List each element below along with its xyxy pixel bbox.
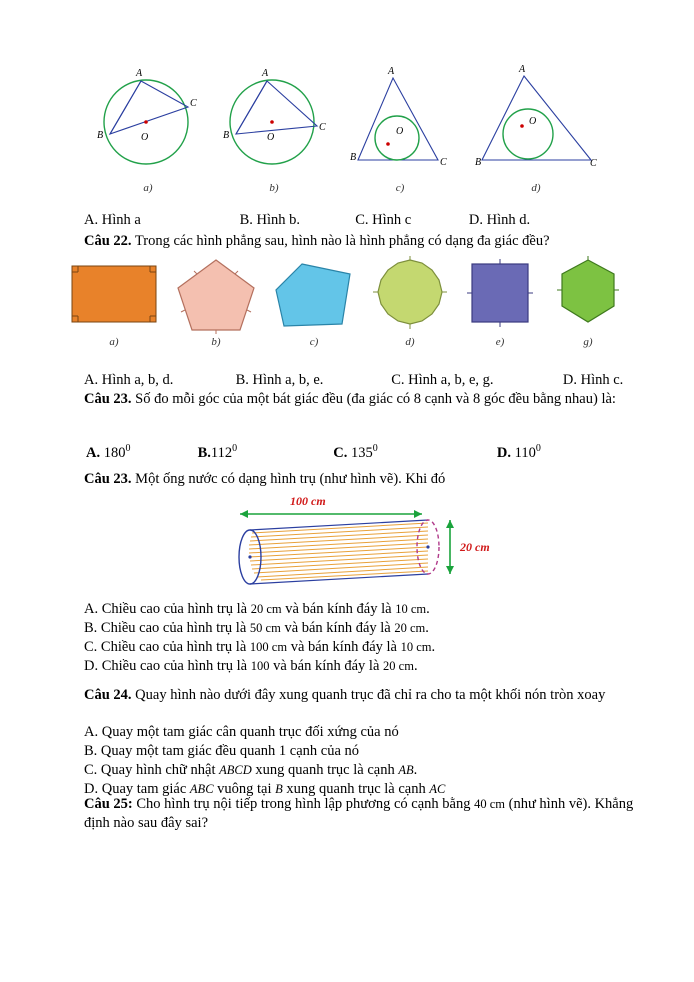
- answer-q23a-b-value: 112: [210, 444, 233, 461]
- answers-q21: [84, 211, 664, 230]
- answer-q22-a[interactable]: [84, 371, 232, 390]
- figure-c-drawing: [340, 60, 460, 180]
- answer-q23a-a-key: A.: [86, 444, 101, 461]
- answer-q23b-b[interactable]: [84, 619, 429, 638]
- question-25-text-1: Cho hình trụ nội tiếp trong hình lập phương có cạnh bằng: [136, 796, 475, 812]
- answer-q24-c-mi1: ABCD: [219, 763, 252, 777]
- answer-q21-a[interactable]: [84, 211, 236, 230]
- answer-q21-b[interactable]: [240, 211, 352, 230]
- answers-q23a: [86, 442, 666, 463]
- answer-q23b-b-text: Chiều cao của hình trụ là: [100, 620, 250, 636]
- question-24-text: Quay hình nào dưới đây xung quanh trục đã chỉ ra cho ta một khối nón tròn xoay: [135, 687, 606, 703]
- answer-q23a-c-value: 135: [350, 444, 373, 461]
- polygon-d: [370, 256, 450, 348]
- question-22-text: Trong các hình phẳng sau, hình nào là hình phẳng có dạng đa giác đều?: [134, 233, 550, 249]
- answer-q21-c[interactable]: [355, 211, 465, 230]
- answer-q23a-a-value: 180: [103, 444, 126, 461]
- answer-q23a-b[interactable]: [198, 442, 330, 463]
- svg-text:O: O: [141, 132, 149, 143]
- polygon-a: [68, 256, 160, 348]
- polygon-e: [464, 256, 536, 348]
- answer-q23b-c-text: Chiều cao của hình trụ là: [100, 639, 250, 655]
- answer-q24-d-mid: vuông tại: [213, 781, 276, 797]
- polygon-d-drawing: [370, 256, 450, 334]
- answer-q23b-c-end: .: [431, 639, 436, 655]
- figure-c: [340, 60, 460, 194]
- question-25-value: 40 cm: [474, 797, 505, 811]
- answer-q23a-b-sup: 0: [232, 443, 238, 454]
- answer-q21-c-text: Hình c: [372, 212, 412, 228]
- answer-q22-a-text: Hình a, b, d.: [101, 372, 174, 388]
- answer-q23b-b-end: .: [425, 620, 429, 636]
- answer-q23a-d[interactable]: [497, 442, 541, 463]
- answer-q23b-c-v1: 100 cm: [249, 640, 288, 654]
- svg-text:B: B: [223, 130, 230, 141]
- question-22-number: Câu 22.: [84, 233, 132, 249]
- answer-q22-d-key: D.: [562, 372, 577, 388]
- polygon-a-caption: a): [109, 336, 119, 348]
- polygon-d-caption: d): [405, 336, 415, 348]
- answer-q23b-d-text: Chiều cao của hình trụ là: [101, 658, 251, 674]
- answer-q24-d-mid2: xung quanh trục là cạnh: [282, 781, 430, 797]
- answer-q24-c-key: C.: [84, 762, 98, 778]
- answer-q21-a-text: Hình a: [101, 212, 141, 228]
- answer-q23b-d[interactable]: [84, 657, 418, 676]
- question-22: [84, 232, 664, 251]
- answer-q22-c-key: C.: [391, 372, 405, 388]
- answer-q23b-a-end: .: [426, 601, 430, 617]
- answer-q22-c-text: Hình a, b, e, g.: [408, 372, 494, 388]
- answer-q24-d-mi2: B: [275, 782, 283, 796]
- polygon-b: [174, 256, 258, 348]
- answer-q23a-d-sup: 0: [535, 443, 541, 454]
- svg-text:A: A: [519, 64, 526, 75]
- answer-q24-a[interactable]: [84, 723, 399, 742]
- question-25-number: Câu 25:: [84, 796, 133, 812]
- answer-q22-b-key: B.: [235, 372, 249, 388]
- question-23b-number: Câu 23.: [84, 471, 132, 487]
- answer-q23b-a-key: A.: [84, 601, 99, 617]
- question-24-number: Câu 24.: [84, 687, 132, 703]
- question-23a: [84, 390, 644, 409]
- svg-text:O: O: [396, 126, 404, 137]
- answer-q23a-a-sup: 0: [125, 443, 131, 454]
- figure-b: [214, 60, 334, 194]
- figure-b-caption: b): [269, 182, 279, 194]
- svg-text:A: A: [388, 66, 395, 77]
- figure-row-polygons: [0, 256, 694, 348]
- polygon-e-caption: e): [495, 336, 505, 348]
- answer-q21-a-key: A.: [84, 212, 99, 228]
- answer-q23a-c[interactable]: [333, 442, 493, 463]
- answer-q22-a-key: A.: [84, 372, 99, 388]
- figure-d-caption: d): [531, 182, 541, 194]
- svg-text:B: B: [350, 152, 357, 163]
- question-23b-text: Một ống nước có dạng hình trụ (như hình vẽ). Khi đó: [135, 471, 446, 487]
- polygon-a-drawing: [68, 256, 160, 334]
- question-25: [84, 795, 654, 834]
- figure-a-drawing: [88, 60, 208, 180]
- answer-q23b-d-mid: và bán kính đáy là: [269, 658, 384, 674]
- answer-q21-b-text: Hình b.: [256, 212, 301, 228]
- answer-q23b-c-v2: 10 cm: [400, 640, 432, 654]
- question-23a-number: Câu 23.: [84, 391, 132, 407]
- cylinder-diameter-label: 20 cm: [460, 540, 490, 554]
- polygon-e-drawing: [464, 256, 536, 334]
- figure-a: [88, 60, 208, 194]
- answer-q21-d[interactable]: [469, 211, 530, 230]
- answer-q21-d-key: D.: [468, 212, 483, 228]
- polygon-g: [550, 256, 626, 348]
- question-25-text-2: (như hình vẽ). Khẳng định nào sau đây sai?: [84, 796, 634, 832]
- svg-text:O: O: [529, 116, 537, 127]
- answer-q24-d-key: D.: [84, 781, 99, 797]
- answer-q22-b-text: Hình a, b, e.: [252, 372, 324, 388]
- answer-q24-d-text: Quay tam giác: [101, 781, 190, 797]
- answer-q24-c-text: Quay hình chữ nhật: [100, 762, 220, 778]
- polygon-c-drawing: [272, 256, 356, 334]
- answer-q23b-b-key: B.: [84, 620, 98, 636]
- svg-text:C: C: [590, 158, 597, 169]
- polygon-b-drawing: [174, 256, 258, 334]
- answer-q21-c-key: C.: [355, 212, 369, 228]
- polygon-b-caption: b): [211, 336, 221, 348]
- svg-text:C: C: [440, 157, 447, 168]
- answer-q23a-c-sup: 0: [372, 443, 378, 454]
- answer-q24-a-key: A.: [84, 724, 99, 740]
- answer-q23b-d-v1: 100: [250, 659, 270, 673]
- answer-q23a-b-key: B.: [197, 444, 211, 461]
- answer-q24-c-mi2: AB: [398, 763, 414, 777]
- svg-text:O: O: [267, 132, 275, 143]
- answer-q23b-d-end: .: [413, 658, 418, 674]
- answer-q21-b-key: B.: [239, 212, 253, 228]
- polygon-c-caption: c): [309, 336, 319, 348]
- svg-text:C: C: [190, 98, 197, 109]
- answer-q24-c-end: .: [413, 762, 418, 778]
- svg-text:B: B: [475, 157, 482, 168]
- figure-c-caption: c): [395, 182, 405, 194]
- answer-q24-d-mi1: ABC: [189, 782, 214, 796]
- answer-q24-c-mid: xung quanh trục là cạnh: [251, 762, 399, 778]
- figure-b-drawing: [214, 60, 334, 180]
- answer-q23b-a-v2: 10 cm: [395, 602, 427, 616]
- answer-q23b-b-v1: 50 cm: [249, 621, 281, 635]
- answer-q24-b-key: B.: [84, 743, 98, 759]
- answer-q24-c[interactable]: [84, 761, 417, 780]
- answer-q23b-b-mid: và bán kính đáy là: [280, 620, 395, 636]
- figure-a-caption: a): [143, 182, 153, 194]
- answer-q23b-d-key: D.: [84, 658, 99, 674]
- answer-q23b-a-text: Chiều cao của hình trụ là: [101, 601, 251, 617]
- svg-text:B: B: [97, 130, 104, 141]
- answer-q24-a-text: Quay một tam giác cân quanh trục đối xứng của nó: [101, 724, 399, 740]
- answer-q24-d-mi3: AC: [429, 782, 446, 796]
- answer-q23b-d-v2: 20 cm: [383, 659, 414, 673]
- svg-text:C: C: [319, 122, 326, 133]
- answer-q22-d[interactable]: [563, 371, 623, 390]
- polygon-g-caption: g): [583, 336, 593, 348]
- question-23a-text: Số đo mỗi góc của một bát giác đều (đa giác có 8 cạnh và 8 góc đều bằng nhau) là:: [135, 391, 616, 407]
- answer-q21-d-text: Hình d.: [486, 212, 531, 228]
- polygon-c: [272, 256, 356, 348]
- cylinder-length-label: 100 cm: [290, 494, 326, 508]
- answer-q23b-a-v1: 20 cm: [250, 602, 282, 616]
- answer-q23b-a-mid: và bán kính đáy là: [281, 601, 396, 617]
- question-23b: [84, 470, 644, 489]
- answer-q24-b-text: Quay một tam giác đều quanh 1 cạnh của nó: [100, 743, 360, 759]
- answer-q23b-a[interactable]: [84, 600, 430, 619]
- svg-text:A: A: [136, 68, 143, 79]
- figure-d-drawing: [466, 60, 606, 180]
- figure-row-circles: [0, 60, 694, 194]
- polygon-g-drawing: [550, 256, 626, 334]
- svg-text:A: A: [262, 68, 269, 79]
- answer-q23b-b-v2: 20 cm: [394, 621, 426, 635]
- answer-q23a-a[interactable]: [86, 442, 194, 463]
- answer-q23b-c-key: C.: [84, 639, 98, 655]
- cylinder-figure: [200, 494, 520, 598]
- answer-q23a-c-key: C.: [333, 444, 348, 461]
- answer-q23a-d-key: D.: [496, 444, 511, 461]
- question-24: [84, 686, 654, 705]
- figure-d: [466, 60, 606, 194]
- answer-q23b-c[interactable]: [84, 638, 435, 657]
- answer-q22-d-text: Hình c.: [580, 372, 624, 388]
- answer-q22-b[interactable]: [236, 371, 388, 390]
- answer-q23a-d-value: 110: [514, 444, 536, 461]
- answers-q22: [84, 371, 674, 390]
- answer-q22-c[interactable]: [391, 371, 559, 390]
- answer-q24-b[interactable]: [84, 742, 359, 761]
- answer-q23b-c-mid: và bán kính đáy là: [287, 639, 401, 655]
